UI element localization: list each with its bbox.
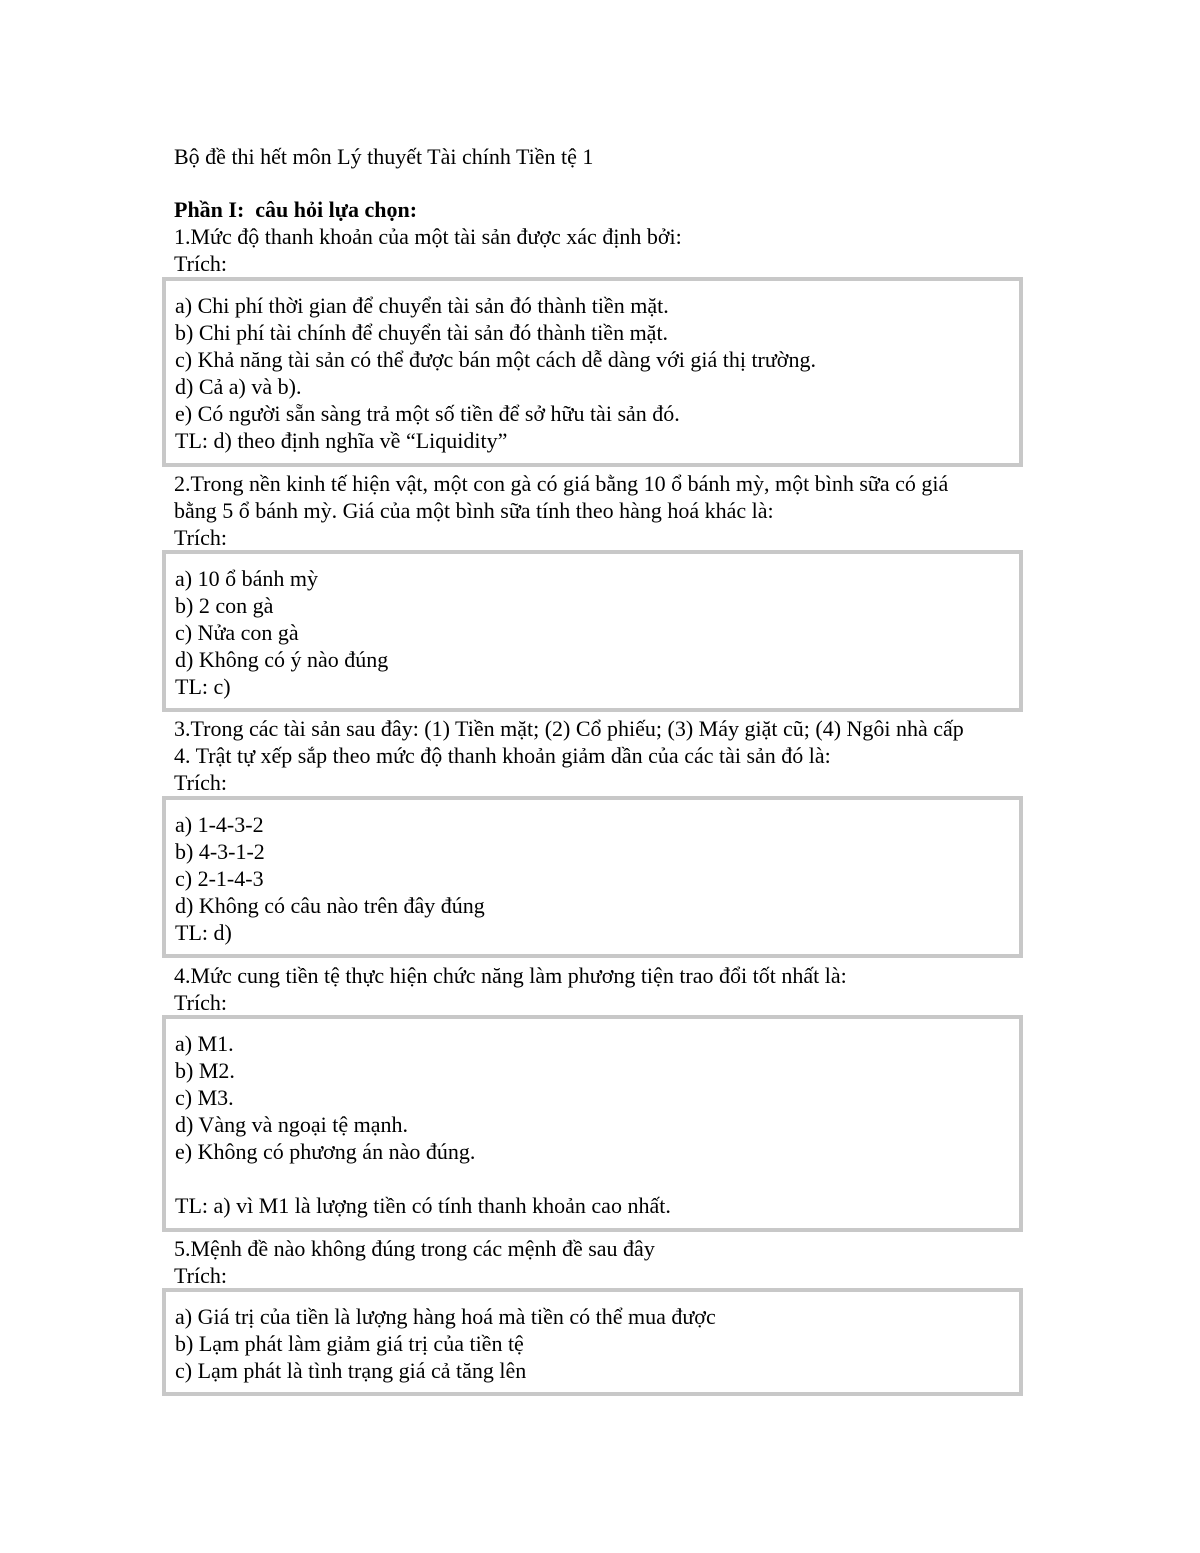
option-a: a) Chi phí thời gian để chuyển tài sản đó thành tiền mặt.: [175, 293, 669, 318]
option-a: a) Giá trị của tiền là lượng hàng hoá mà tiền có thể mua được: [175, 1304, 716, 1329]
option-c: c) Nửa con gà: [175, 620, 299, 645]
option-c: c) 2-1-4-3: [175, 866, 264, 891]
option-b: b) M2.: [175, 1058, 235, 1083]
option-d: d) Không có ý nào đúng: [175, 647, 389, 672]
answer-line: TL: c): [175, 674, 231, 699]
option-d: d) Không có câu nào trên đây đúng: [175, 893, 485, 918]
answer-line: TL: d): [175, 920, 232, 945]
answer-box-4: [162, 1015, 1023, 1232]
answer-line: TL: a) vì M1 là lượng tiền có tính thanh khoản cao nhất.: [175, 1193, 671, 1218]
option-d: d) Vàng và ngoại tệ mạnh.: [175, 1112, 408, 1137]
answer-box-1: [162, 277, 1023, 467]
question-2: [174, 470, 1024, 551]
answer-box-3: [162, 796, 1023, 958]
option-b: b) 2 con gà: [175, 593, 274, 618]
question-prompt: 3.Trong các tài sản sau đây: (1) Tiền mặt; (2) Cổ phiếu; (3) Máy giặt cũ; (4) Ngôi nhà cấp: [174, 716, 964, 741]
question-3: [174, 715, 1024, 796]
answer-box-5: [162, 1288, 1023, 1396]
section-heading: Phần I: câu hỏi lựa chọn:: [174, 197, 418, 222]
option-d: d) Cả a) và b).: [175, 374, 302, 399]
option-c: c) Lạm phát là tình trạng giá cả tăng lên: [175, 1358, 527, 1383]
option-b: b) Lạm phát làm giảm giá trị của tiền tệ: [175, 1331, 524, 1356]
option-a: a) 10 ổ bánh mỳ: [175, 566, 318, 591]
question-prompt: 4. Trật tự xếp sắp theo mức độ thanh khoản giảm dần của các tài sản đó là:: [174, 743, 831, 768]
question-5: [174, 1235, 1024, 1289]
option-b: b) 4-3-1-2: [175, 839, 265, 864]
answer-line: TL: d) theo định nghĩa về “Liquidity”: [175, 428, 508, 453]
option-b: b) Chi phí tài chính để chuyển tài sản đó thành tiền mặt.: [175, 320, 669, 345]
option-c: c) Khả năng tài sản có thể được bán một cách dễ dàng với giá thị trường.: [175, 347, 816, 372]
question-4: [174, 962, 1024, 1016]
answer-box-2: [162, 550, 1023, 712]
question-prompt: 4.Mức cung tiền tệ thực hiện chức năng làm phương tiện trao đổi tốt nhất là:: [174, 963, 847, 988]
question-prompt: 5.Mệnh đề nào không đúng trong các mệnh đề sau đây: [174, 1236, 655, 1261]
option-a: a) M1.: [175, 1031, 234, 1056]
option-e: e) Không có phương án nào đúng.: [175, 1139, 476, 1164]
option-e: e) Có người sẵn sàng trả một số tiền để sở hữu tài sản đó.: [175, 401, 680, 426]
excerpt-label: Trích:: [174, 525, 227, 550]
question-prompt: bằng 5 ổ bánh mỳ. Giá của một bình sữa tính theo hàng hoá khác là:: [174, 498, 774, 523]
excerpt-label: Trích:: [174, 770, 227, 795]
excerpt-label: Trích:: [174, 251, 227, 276]
excerpt-label: Trích:: [174, 1263, 227, 1288]
option-a: a) 1-4-3-2: [175, 812, 264, 837]
document-title: Bộ đề thi hết môn Lý thuyết Tài chính Tiền tệ 1: [174, 144, 594, 169]
question-prompt: 1.Mức độ thanh khoản của một tài sản được xác định bởi:: [174, 224, 682, 249]
question-prompt: 2.Trong nền kinh tế hiện vật, một con gà có giá bằng 10 ổ bánh mỳ, một bình sữa có giá: [174, 471, 949, 496]
question-1: [174, 223, 1024, 277]
blank-line: [175, 1165, 1019, 1192]
option-c: c) M3.: [175, 1085, 234, 1110]
excerpt-label: Trích:: [174, 990, 227, 1015]
